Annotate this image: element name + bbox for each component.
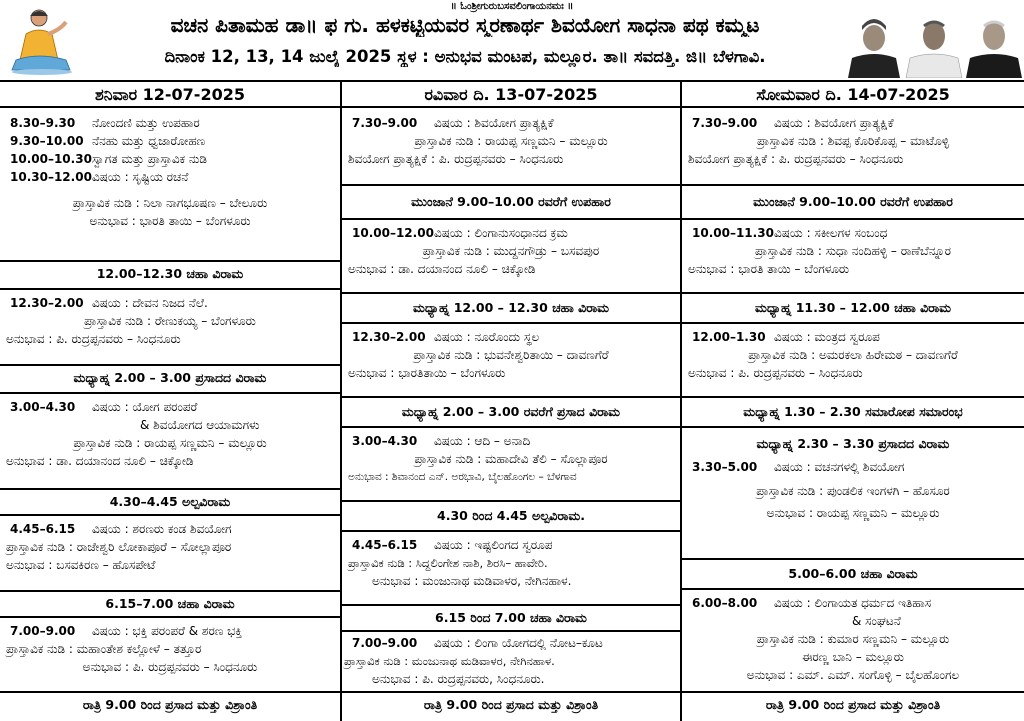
session-time: 10.00–10.30 [10,152,92,166]
session-topic-continued: & ಶಿವಯೋಗದ ಆಯಾಮಗಳು [140,418,260,432]
introduction-line: ಪ್ರಾಸ್ತಾವಿಕ ನುಡಿ : ರಾಯಪ್ಪ ಸಣ್ಣಮನಿ – ಮಲ್ಲೂರು [73,436,267,450]
session-topic: ವಿಷಯ : ಶರಣರು ಕಂಡ ಶಿವಯೋಗ [92,522,232,536]
day-heading [342,82,680,108]
break-text: ಮಧ್ಯಾಹ್ನ 1.30 – 2.30 ಸಮಾರೋಪ ಸಮಾರಂಭ [743,404,963,419]
session-topic: ವಿಷಯ : ಶಿವಯೋಗ ಪ್ರಾತ್ಯಕ್ಷಿಕೆ [774,116,894,130]
schedule-grid [0,80,1024,721]
session-block [342,532,680,606]
session-block [342,428,680,502]
day-column-3 [682,82,1024,721]
break-text: ಮಧ್ಯಾಹ್ನ 2.00 – 3.00 ಪ್ರಸಾದದ ವಿರಾಮ [73,370,267,385]
session-block [342,220,680,294]
session-topic: ವಿಷಯ : ಲಿಂಗಾಯತ ಧರ್ಮದ ಇತಿಹಾಸ [774,596,932,610]
session-block [0,618,340,693]
poster-subtitle: ದಿನಾಂಕ 12, 13, 14 ಜುಲೈ 2025 ಸ್ಥಳ : ಅನುಭವ ಮಂಟಪ, ಮಲ್ಲೂರ. ತಾ॥ ಸವದತ್ತಿ. ಜಿ॥ ಬೆಳಗಾವಿ. [164,47,766,66]
session-block [682,108,1024,186]
break-row [342,606,680,632]
introduction-line: ಪ್ರಾಸ್ತಾವಿಕ ನುಡಿ : ರಾಯಪ್ಪ ಸಣ್ಣಮನಿ – ಮಲ್ಲೂರು [414,134,608,148]
anubhava-line: ಅನುಭಾವ : ಬಸವಕಿರಣ – ಹೊಸಪೇಟೆ [6,558,156,572]
day-heading-text: ಶನಿವಾರ 12-07-2025 [95,85,245,104]
break-text: 4.30–4.45 ಅಲ್ಪವಿರಾಮ [109,494,231,509]
session-block [682,220,1024,294]
session-topic: ವಿಷಯ : ಯೋಗ ಪರಂಪರೆ [92,400,198,414]
poster-title: ವಚನ ಪಿತಾಮಹ ಡಾ॥ ಫ ಗು. ಹಳಕಟ್ಟಿಯವರ ಸ್ಮರಣಾರ್ಥ ಶಿವಯೋಗ ಸಾಧನಾ ಪಥ ಕಮ್ಮಟ [170,13,760,37]
day-column-1 [0,82,342,721]
basavanna-illustration [8,4,76,76]
break-row [682,186,1024,220]
session-time: 10.00–12.00 [352,226,434,240]
introduction-line: ಪ್ರಾಸ್ತಾವಿಕ ನುಡಿ : ಮಂಜುನಾಥ ಮಡಿವಾಳರ, ನೇಗಿನಹಾಳ. [344,654,555,668]
closing-row [0,693,340,721]
anubhava-line: ಅನುಭಾವ : ಪಿ. ರುದ್ರಪ್ಪನವರು, ಸಿಂಧನೂರು. [372,672,545,686]
session-time: 7.00–9.00 [10,624,76,638]
break-row [342,294,680,324]
session-block [0,108,340,262]
session-time: 9.30–10.00 [10,134,84,148]
introduction-line: ಪ್ರಾಸ್ತಾವಿಕ ನುಡಿ : ಮಹಾಂತೇಶ ಕಲ್ಲೋಳೆ – ತತ್ತೂರ [6,642,202,656]
session-time: 12.30–2.00 [352,330,426,344]
break-row [0,366,340,394]
introduction-line: ಪ್ರಾಸ್ತಾವಿಕ ನುಡಿ : ರಾಜೇಶ್ವರಿ ಲೋಕಾಪೂರೆ – ಸೋಲ್ಲಾಪೂರ [6,540,232,554]
break-row [0,592,340,618]
introduction-line: ಪ್ರಾಸ್ತಾವಿಕ ನುಡಿ : ಶಿವಪ್ಪ ಕೊರಿಕೊಪ್ಪ – ಮಾಟೊಳ್ಳಿ [756,134,950,148]
session-topic: ಸ್ವಾಗತ ಮತ್ತು ಪ್ರಾಸ್ತಾವಿಕ ನುಡಿ [92,152,207,166]
introduction-line: ಪ್ರಾಸ್ತಾವಿಕ ನುಡಿ : ಸುಧಾ ನಂದಿಹಳ್ಳಿ – ರಾಣೆಬೆನ್ನೂರ [754,244,952,258]
anubhava-line: ಅನುಭಾವ : ಡಾ. ದಯಾನಂದ ನೂಲಿ – ಚಿಕ್ಕೋಡಿ [348,262,536,276]
session-topic: ವಿಷಯ : ಲಿಂಗಾನುಸಂಧಾನದ ಕ್ರಮ [434,226,568,240]
session-block [342,324,680,398]
introduction-line: ಪ್ರಾಸ್ತಾವಿಕ ನುಡಿ : ಮಹಾದೇವಿ ತೆಲಿ – ಸೊಲ್ಲಾಪೂರ [414,452,608,466]
day-heading [682,82,1024,108]
break-text: 12.00–12.30 ಚಹಾ ವಿರಾಮ [96,266,244,281]
session-time: 4.45–6.15 [352,538,418,552]
session-topic: ವಿಷಯ : ಲಿಂಗಾ ಯೋಗದಲ್ಲಿ ನೋಟ–ಕೂಟ [434,636,603,650]
anubhava-line: ಅನುಭಾವ : ಪಿ. ರುದ್ರಪ್ಪನವರು – ಸಿಂಧನೂರು [688,366,863,380]
session-topic: ವಿಷಯ : ಶಿವಯೋಗ ಪ್ರಾತ್ಯಕ್ಷಿಕೆ [434,116,554,130]
break-row [0,262,340,290]
break-text: ಮಧ್ಯಾಹ್ನ 11.30 – 12.00 ಚಹಾ ವಿರಾಮ [754,300,952,315]
invocation-text: ॥ ಓಂಶ್ರೀಗುರುಬಸವಲಿಂಗಾಯನಮಃ ॥ [450,1,574,12]
anubhava-line: ಅನುಭಾವ : ಪಿ. ರುದ್ರಪ್ಪನವರು – ಸಿಂಧನೂರು [6,332,181,346]
session-block [682,590,1024,693]
break-text: ಮಧ್ಯಾಹ್ನ 2.30 – 3.30 ಪ್ರಸಾದದ ವಿರಾಮ [756,436,950,451]
session-block [342,632,680,693]
session-block [0,394,340,490]
session-time: 10.30–12.00 [10,170,92,184]
portrait-photos [846,14,1022,78]
anubhava-line: ಅನುಭಾವ : ಎಮ್. ಎಮ್. ಸಂಗೊಳ್ಳಿ – ಬೈಲಹೊಂಗಲ [746,668,960,682]
break-text: 6.15 ರಿಂದ 7.00 ಚಹಾ ವಿರಾಮ [435,610,587,625]
session-time: 10.00–11.30 [692,226,774,240]
break-text: ಮುಂಜಾನೆ 9.00–10.00 ರವರೆಗೆ ಉಪಹಾರ [411,194,611,209]
anubhava-line: ಅನುಭಾವ : ಮಂಜುನಾಥ ಮಡಿವಾಳರ, ನೇಗಿನಹಾಳ. [372,574,572,588]
demonstration-line: ಶಿವಯೋಗ ಪ್ರಾತ್ಯಕ್ಷಿಕೆ : ಪಿ. ರುದ್ರಪ್ಪನವರು – ಸಿಂಧನೂರು [348,152,564,166]
break-text: ಮಧ್ಯಾಹ್ನ 2.00 – 3.00 ರವರೆಗೆ ಪ್ರಸಾದ ವಿರಾಮ [401,404,621,419]
session-block [342,108,680,186]
header [0,0,1024,80]
break-row [682,560,1024,590]
break-text: 5.00–6.00 ಚಹಾ ವಿರಾಮ [788,566,918,581]
anubhava-line: ಅನುಭಾವ : ಪಿ. ರುದ್ರಪ್ಪನವರು – ಸಿಂಧನೂರು [82,660,258,674]
break-row [342,502,680,532]
session-time: 3.30–5.00 [692,460,758,474]
session-topic: ವಿಷಯ : ಸಕೀಲಗಳ ಸಂಬಂಧ [774,226,888,240]
session-time: 8.30–9.30 [10,116,76,130]
session-topic: ವಿಷಯ : ಸೃಷ್ಟಿಯ ರಚನೆ [92,170,189,184]
anubhava-line: ಅನುಭಾವ : ರಾಯಪ್ಪ ಸಣ್ಣಮನಿ – ಮಲ್ಲೂರು [766,506,940,520]
introduction-line-2: ಈರಣ್ಣ ಬಾನಿ – ಮಲ್ಲೂರು [802,650,904,664]
anubhava-line: ಅನುಭಾವ : ಭಾರತಿ ತಾಯಿ – ಬೆಂಗಳೂರು [89,214,251,228]
session-topic: ವಿಷಯ : ವಚನಗಳಲ್ಲಿ ಶಿವಯೋಗ [774,460,905,474]
break-row [682,398,1024,428]
session-topic: ವಿಷಯ : ನೂರೊಂದು ಸ್ಥಲ [434,330,540,344]
session-topic: ವಿಷಯ : ಭಕ್ತಿ ಪರಂಪರೆ & ಶರಣ ಭಕ್ತಿ [92,624,243,638]
portrait-photo-3 [966,22,1022,78]
session-time: 7.00–9.00 [352,636,418,650]
session-time: 12.30–2.00 [10,296,84,310]
session-time: 12.00–1.30 [692,330,766,344]
break-row [0,490,340,516]
session-block [682,324,1024,398]
session-block [682,428,1024,560]
break-row [682,294,1024,324]
session-time: 4.45–6.15 [10,522,76,536]
session-block [0,516,340,592]
break-text: ಮುಂಜಾನೆ 9.00–10.00 ರವರೆಗೆ ಉಪಹಾರ [753,194,953,209]
session-topic-continued: & ಸಂಘಟನೆ [852,614,901,628]
day-heading-text: ರವಿವಾರ ದಿ. 13-07-2025 [424,85,598,104]
introduction-line: ಪ್ರಾಸ್ತಾವಿಕ ನುಡಿ : ಭುವನೇಶ್ವರಿತಾಯಿ – ದಾವಣಗೆರೆ [413,348,609,362]
session-topic: ವಿಷಯ : ಇಷ್ಟಲಿಂಗದ ಸ್ವರೂಪ [434,538,553,552]
introduction-line: ಪ್ರಾಸ್ತಾವಿಕ ನುಡಿ : ಸಿದ್ದಲಿಂಗೇಶ ನಾಶಿ, ಶಿರಸಿ– ಹಾವೇರಿ. [348,556,548,570]
session-block [0,290,340,366]
demonstration-line: ಶಿವಯೋಗ ಪ್ರಾತ್ಯಕ್ಷಿಕೆ : ಪಿ. ರುದ್ರಪ್ಪನವರು – ಸಿಂಧನೂರು [688,152,904,166]
portrait-photo-2 [906,22,962,78]
closing-row [342,693,680,721]
session-time: 6.00–8.00 [692,596,758,610]
closing-text: ರಾತ್ರಿ 9.00 ರಿಂದ ಪ್ರಸಾದ ಮತ್ತು ವಿಶ್ರಾಂತಿ [765,697,941,712]
portrait-photo-1 [848,19,900,78]
break-text: 6.15–7.00 ಚಹಾ ವಿರಾಮ [105,596,235,611]
session-topic: ವಿಷಯ : ಆದಿ – ಅನಾದಿ [434,434,531,448]
break-text: 4.30 ರಿಂದ 4.45 ಅಲ್ಪವಿರಾಮ. [437,508,585,523]
session-time: 3.00–4.30 [352,434,418,448]
anubhava-line: ಅನುಭಾವ : ಶಿವಾನಂದ ಎನ್. ಅರಭಾವಿ, ಬೈಲಹೊಂಗಲ – ಬೆಳಗಾವ [348,471,577,483]
anubhava-line: ಅನುಭಾವ : ಭಾರತಿತಾಯಿ – ಬೆಂಗಳೂರು [348,366,506,380]
session-topic: ವಿಷಯ : ಮಂತ್ರದ ಸ್ವರೂಪ [774,330,880,344]
day-heading [0,82,340,108]
closing-text: ರಾತ್ರಿ 9.00 ರಿಂದ ಪ್ರಸಾದ ಮತ್ತು ವಿಶ್ರಾಂತಿ [82,697,258,712]
day-column-2 [342,82,682,721]
introduction-line: ಪ್ರಾಸ್ತಾವಿಕ ನುಡಿ : ಅಮರಕಲಾ ಹಿರೇಮಠ – ದಾವಣಗೆರೆ [748,348,958,362]
introduction-line: ಪ್ರಾಸ್ತಾವಿಕ ನುಡಿ : ರೇಣುಕಯ್ಯ – ಬೆಂಗಳೂರು [84,314,256,328]
session-topic: ನೆನಹು ಮತ್ತು ಧ್ವಜಾರೋಹಣ [92,134,206,148]
introduction-line: ಪ್ರಾಸ್ತಾವಿಕ ನುಡಿ : ಪುಂಡಲಿಕ ಇಂಗಳಗಿ – ಹೊಸೂರ [756,484,950,498]
introduction-line: ಪ್ರಾಸ್ತಾವಿಕ ನುಡಿ : ಮುದ್ದನಗೌಡ್ರು – ಬಸವಪುರ [422,244,600,258]
anubhava-line: ಅನುಭಾವ : ಭಾರತಿ ತಾಯಿ – ಬೆಂಗಳೂರು [688,262,850,276]
anubhava-line: ಅನುಭಾವ : ಡಾ. ದಯಾನಂದ ನೂಲಿ – ಚಿಕ್ಕೋಡಿ [6,454,194,468]
introduction-line: ಪ್ರಾಸ್ತಾವಿಕ ನುಡಿ : ನಿಲಾ ನಾಗಭೂಷಣ – ಬೇಲೂರು [72,196,268,210]
break-row [342,186,680,220]
session-time: 7.30–9.00 [692,116,758,130]
break-row [342,398,680,428]
session-topic: ವಿಷಯ : ದೇವನ ನಿಜದ ನೆಲೆ. [92,296,208,310]
session-time: 3.00–4.30 [10,400,76,414]
closing-text: ರಾತ್ರಿ 9.00 ರಿಂದ ಪ್ರಸಾದ ಮತ್ತು ವಿಶ್ರಾಂತಿ [423,697,599,712]
session-time: 7.30–9.00 [352,116,418,130]
closing-row [682,693,1024,721]
session-topic: ನೋಂದಣಿ ಮತ್ತು ಉಪಹಾರ [92,116,200,130]
break-text: ಮಧ್ಯಾಹ್ನ 12.00 – 12.30 ಚಹಾ ವಿರಾಮ [412,300,610,315]
day-heading-text: ಸೋಮವಾರ ದಿ. 14-07-2025 [756,85,950,104]
introduction-line: ಪ್ರಾಸ್ತಾವಿಕ ನುಡಿ : ಕುಮಾರ ಸಣ್ಣಮನಿ – ಮಲ್ಲೂರು [756,632,950,646]
